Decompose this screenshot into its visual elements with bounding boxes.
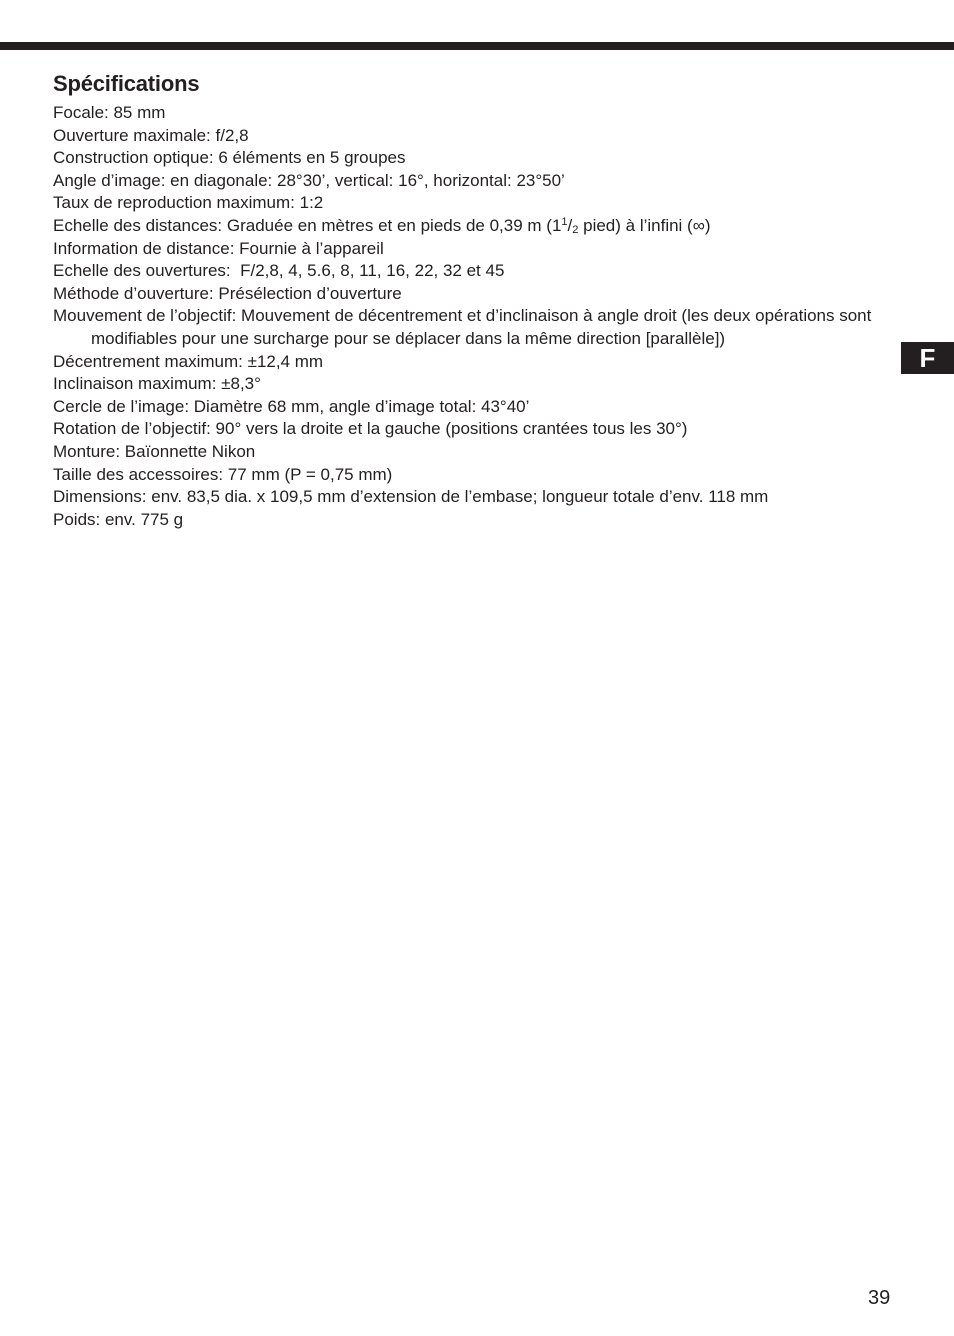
spec-item-distance-scale	[53, 215, 883, 238]
spec-item-max-shift: Décentrement maximum: ±12,4 mm	[53, 351, 324, 371]
spec-item-image-circle: Cercle de l’image: Diamètre 68 mm, angle d’image total: 43°40’	[53, 396, 530, 416]
fraction-denominator: 2	[572, 223, 579, 236]
spec-item-attachment-size: Taille des accessoires: 77 mm (P = 0,75 mm)	[53, 464, 393, 484]
spec-item-lens-rotation: Rotation de l’objectif: 90° vers la droite et la gauche (positions crantées tous les 30°)	[53, 419, 688, 439]
spec-item-lens-construction: Construction optique: 6 éléments en 5 groupes	[53, 148, 406, 168]
spec-list	[53, 102, 883, 531]
fraction-numerator: 1	[561, 215, 568, 228]
distance-scale-text-end: pied) à l’infini (∞)	[578, 215, 711, 235]
language-tab: F	[901, 342, 954, 374]
spec-item-focal-length: Focale: 85 mm	[53, 103, 166, 122]
spec-item-reproduction-ratio: Taux de reproduction maximum: 1:2	[53, 193, 324, 213]
fraction-slash: /	[567, 215, 573, 235]
spec-item-aperture-method: Méthode d’ouverture: Présélection d’ouverture	[53, 283, 402, 303]
distance-scale-text: Echelle des distances: Graduée en mètres et en pieds de 0,39 m (1	[53, 215, 562, 235]
spec-item-max-tilt: Inclinaison maximum: ±8,3°	[53, 374, 261, 394]
spec-item-weight: Poids: env. 775 g	[53, 509, 184, 529]
top-rule	[0, 42, 954, 50]
page-number: 39	[868, 1287, 891, 1309]
spec-item-aperture-scale: Echelle des ouvertures: F/2,8, 4, 5.6, 8, 11, 16, 22, 32 et 45	[53, 261, 505, 281]
spec-item-distance-information: Information de distance: Fournie à l’appareil	[53, 238, 384, 258]
spec-item-lens-movement: Mouvement de l’objectif: Mouvement de décentrement et d’inclinaison à angle droit (les deux opérations sont modifiables pour une surcharge pour se déplacer dans la même direction [parallèle])	[53, 306, 872, 348]
spec-item-dimensions: Dimensions: env. 83,5 dia. x 109,5 mm d’extension de l’embase; longueur totale d’env. 118 mm	[53, 487, 769, 507]
spec-item-mount: Monture: Baïonnette Nikon	[53, 441, 256, 461]
spec-item-max-aperture: Ouverture maximale: f/2,8	[53, 125, 249, 145]
spec-item-angle-of-view: Angle d’image: en diagonale: 28°30’, vertical: 16°, horizontal: 23°50’	[53, 170, 565, 190]
section-title: Spécifications	[53, 71, 200, 96]
